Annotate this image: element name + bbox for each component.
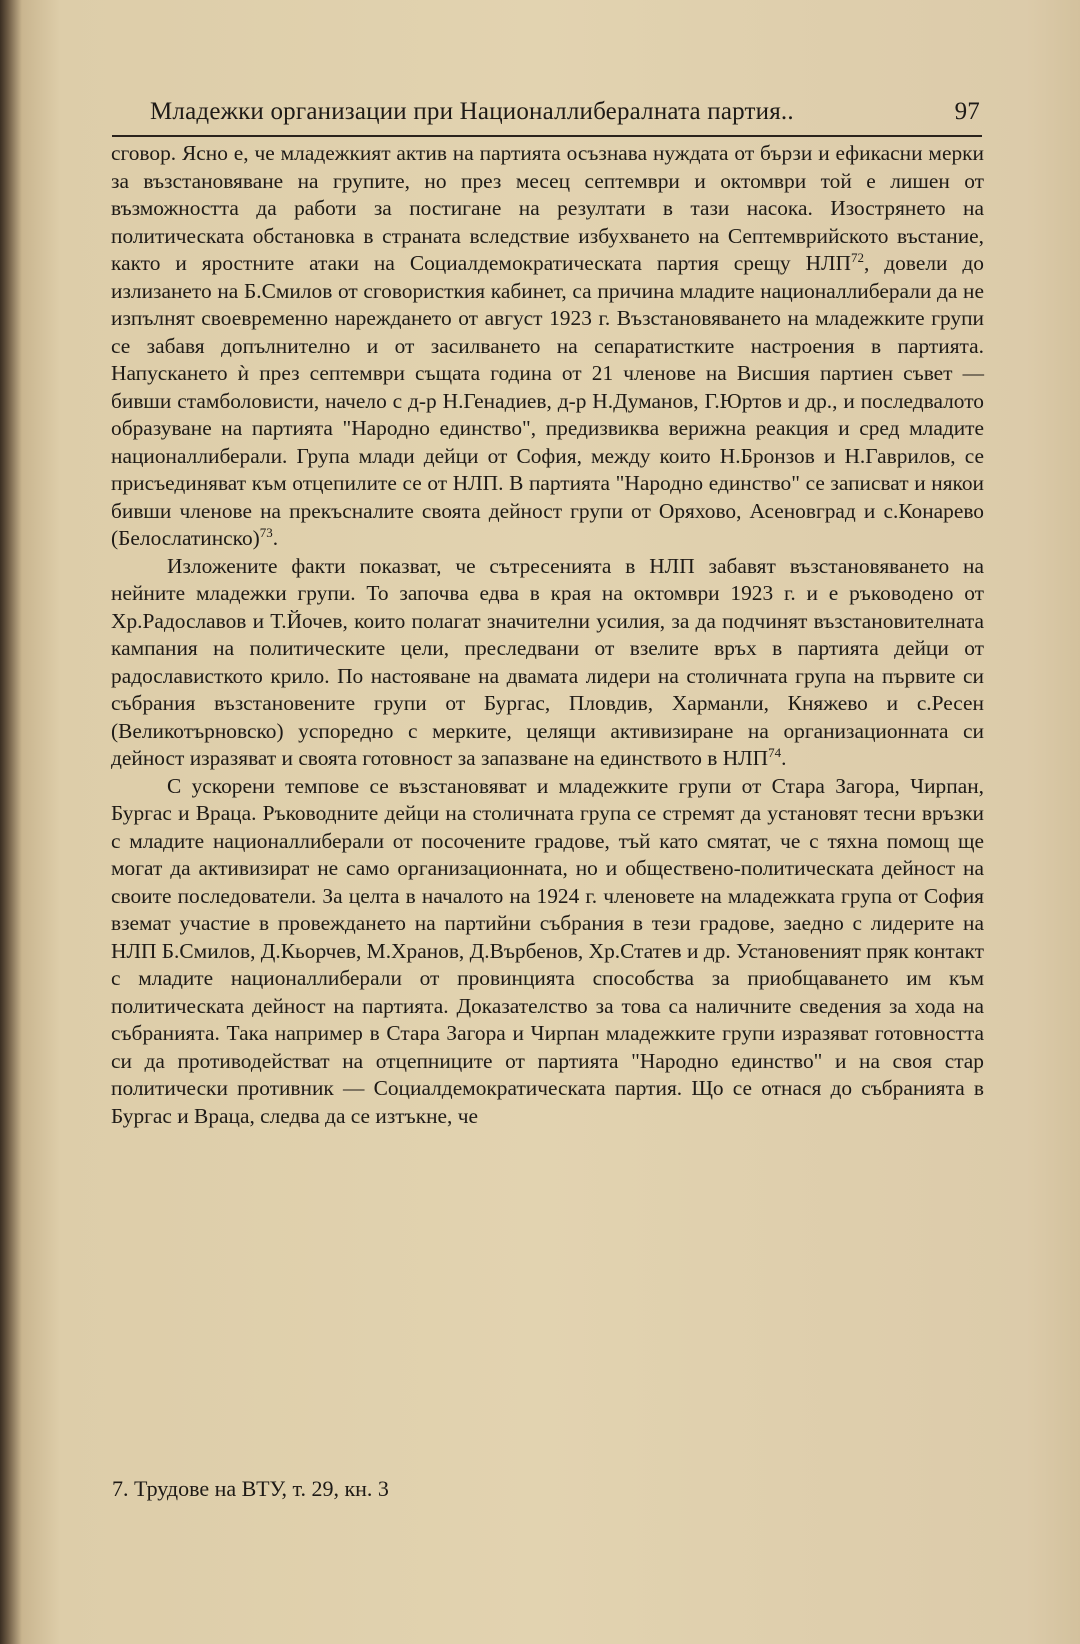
paragraph-1 — [111, 140, 984, 553]
paragraph-text: . — [272, 526, 279, 550]
running-header — [150, 90, 980, 126]
paragraph-text: сговор. Ясно е, че младежкият актив на партията осъзнава нуждата от бързи и ефикасни мерки за възстановяване на групите, но през месец септември и октомври той е лишен от възможността да работи за постигане на резултати в тази насока. Изострянето на политическата обстановка в страната вследствие избухването на Септемврийското въстание, както и яростните атаки на Социалдемократическата партия срещу НЛП — [111, 141, 984, 275]
body-text — [111, 140, 984, 1130]
paragraph-text: , довели до излизането на Б.Смилов от сговористкия кабинет, са причина младите националлиберали да не изпълнят своевременно нареждането от август 1923 г. Възстановяването на младежките групи се забавя допълнително и от засилването на сепаратистките настроения в партията. Напускането ѝ през септември същата година от 21 членове на Висшия партиен съвет — бивши стамболовисти, начело с д-р Н.Генадиев, д-р Н.Думанов, Г.Юртов и др., и последвалото образуване на партията "Народно единство", предизвиква верижна реакция и сред младите националлиберали. Група млади дейци от София, между които Н.Бронзов и Н.Гаврилов, се присъединяват към отцепилите се от НЛП. В партията "Народно единство" се записват и някои бивши членове на прекъсналите своята дейност групи от Оряхово, Асеновград и с.Конарево (Белослатинско) — [111, 251, 984, 550]
paragraph-text: Изложените факти показват, че сътресенията в НЛП забавят възстановяването на нейните младежки групи. То започва едва в края на октомври 1923 г. и е ръководено от Хр.Радославов и Т.Йочев, които полагат значителни усилия, за да подчинят възстановителната кампания на политическите цели, преследвани от взелите връх в партията дейци от радослависткото крило. По настояване на двамата лидери на столичната група на първите си събрания възстановените групи от Бургас, Пловдив, Харманли, Княжево и с.Ресен (Великотърновско) успоредно с мерките, целящи активизиране на организационната си дейност изразяват и своята готовност за запазване на единството в НЛП — [111, 553, 984, 770]
paragraph-2 — [111, 553, 984, 773]
footnote-ref-74: 74 — [768, 744, 782, 760]
page-number: 97 — [954, 98, 980, 125]
paragraph-3 — [111, 773, 984, 1131]
footnote-ref-72: 72 — [850, 249, 864, 265]
footnote-ref-73: 73 — [259, 524, 273, 540]
paragraph-text: С ускорени темпове се възстановяват и младежките групи от Стара Загора, Чирпан, Бургас и Враца. Ръководните дейци на столичната група се стремят да установят тесни връзки с младите националлиберали от посочените градове, тъй като смятат, че с тяхна помощ ще могат да активизират не само организационната, но и обществено-политическата дейност на своите последователи. За целта в началото на 1924 г. членовете на младежката група от София вземат участие в провеждането на партийни събрания в тези градове, заедно с лидерите на НЛП Б.Смилов, Д.Кьорчев, М.Хранов, Д.Върбенов, Хр.Статев и др. Установеният пряк контакт с младите националлиберали от провинцията способства за приобщаването им към политическата дейност на партията. Доказателство за това са наличните сведения за хода на събранията. Така например в Стара Загора и Чирпан младежките групи изразяват готовността си да противодействат на отцепниците от партията "Народно единство" и на своя стар политически противник — Социалдемократическата партия. Що се отнася до събранията в Бургас и Враца, следва да се изтъкне, че — [111, 773, 984, 1128]
paragraph-text: . — [781, 746, 787, 770]
header-rule — [112, 135, 982, 137]
running-header-title: Младежки организации при Националлибералната партия.. — [150, 98, 794, 125]
page-footer: 7. Трудове на ВТУ, т. 29, кн. 3 — [112, 1476, 389, 1501]
